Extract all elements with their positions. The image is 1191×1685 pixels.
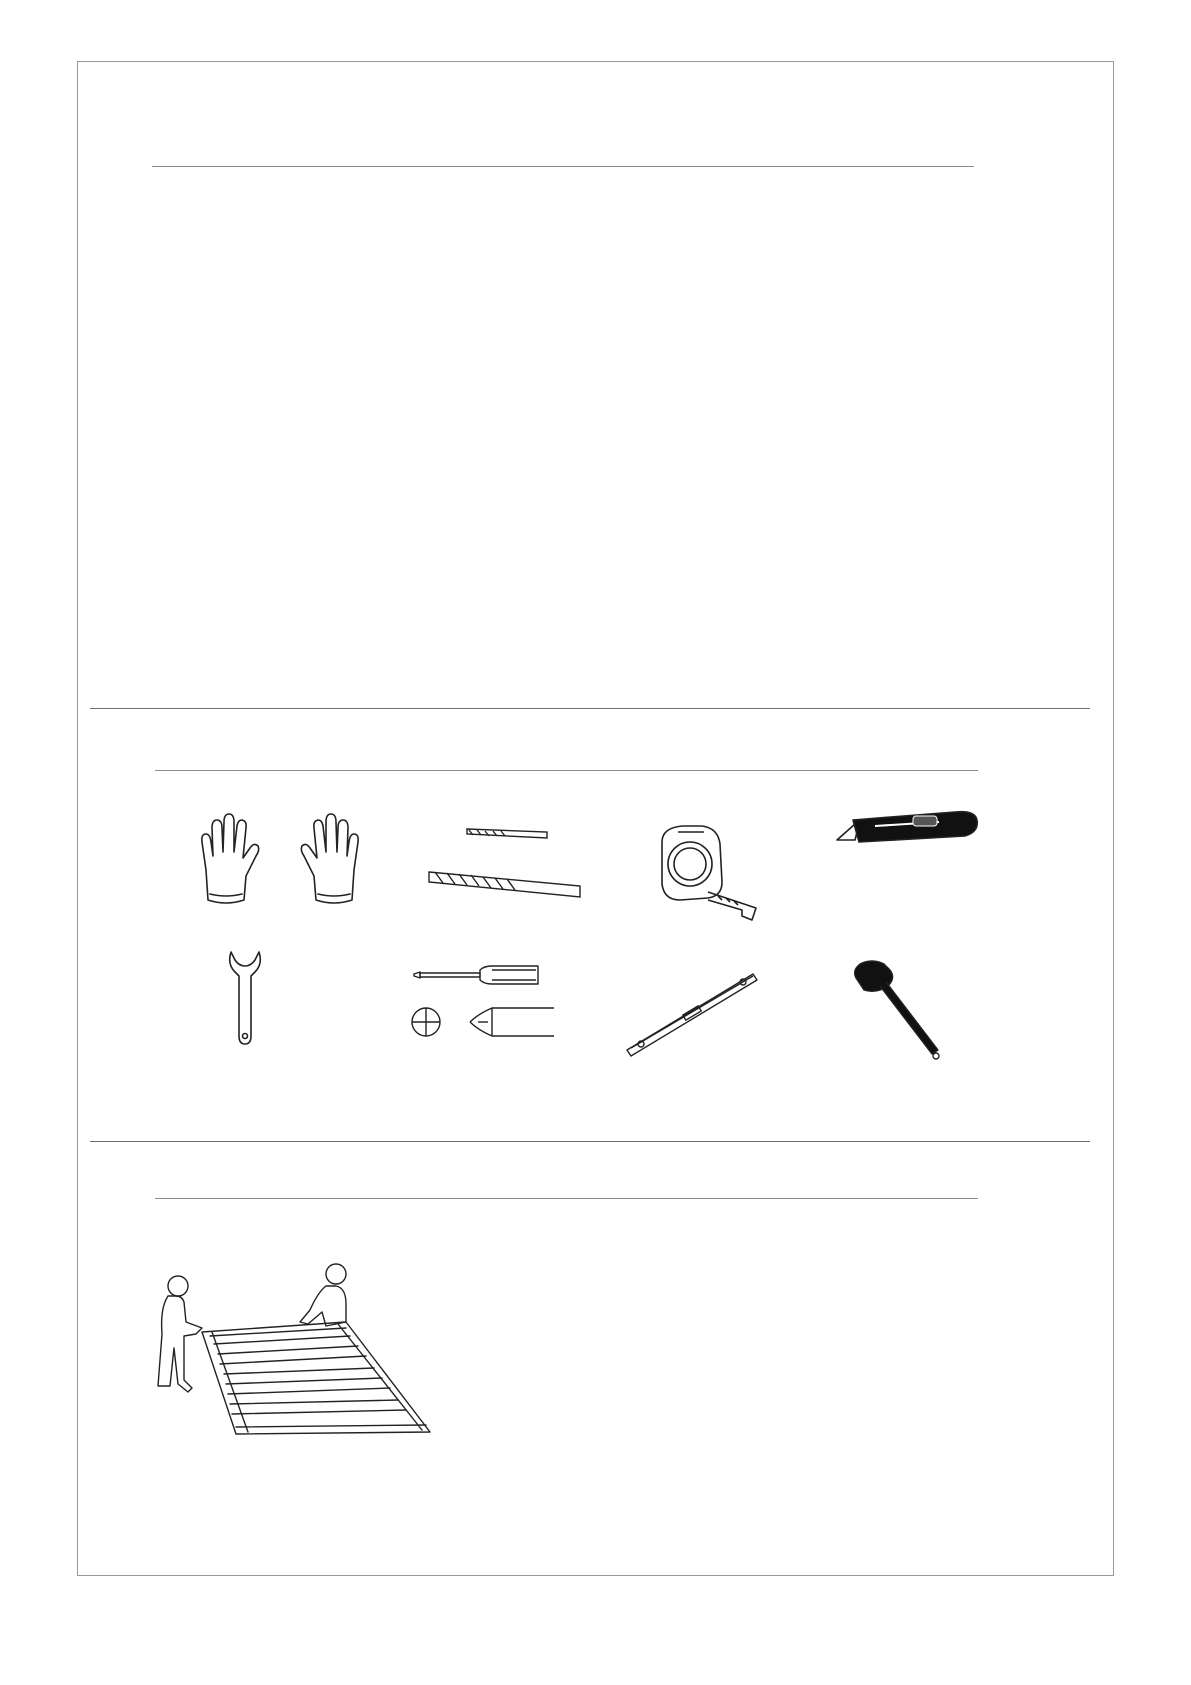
spirit-level-icon [625, 968, 760, 1063]
drill-bits-icon [425, 820, 585, 910]
section-divider [90, 708, 1090, 709]
section-title-rule [155, 1198, 978, 1199]
screwdriver-bits-icon [408, 960, 558, 1040]
two-person-lift-illustration [140, 1262, 440, 1447]
rubber-mallet-icon [850, 958, 950, 1063]
spanner-icon [225, 948, 265, 1048]
section-divider [90, 1141, 1090, 1142]
tape-measure-icon [652, 822, 762, 927]
section-title-rule [152, 166, 974, 167]
utility-knife-icon [835, 806, 985, 851]
section-title-rule [155, 770, 978, 771]
gloves-icon [200, 810, 360, 910]
